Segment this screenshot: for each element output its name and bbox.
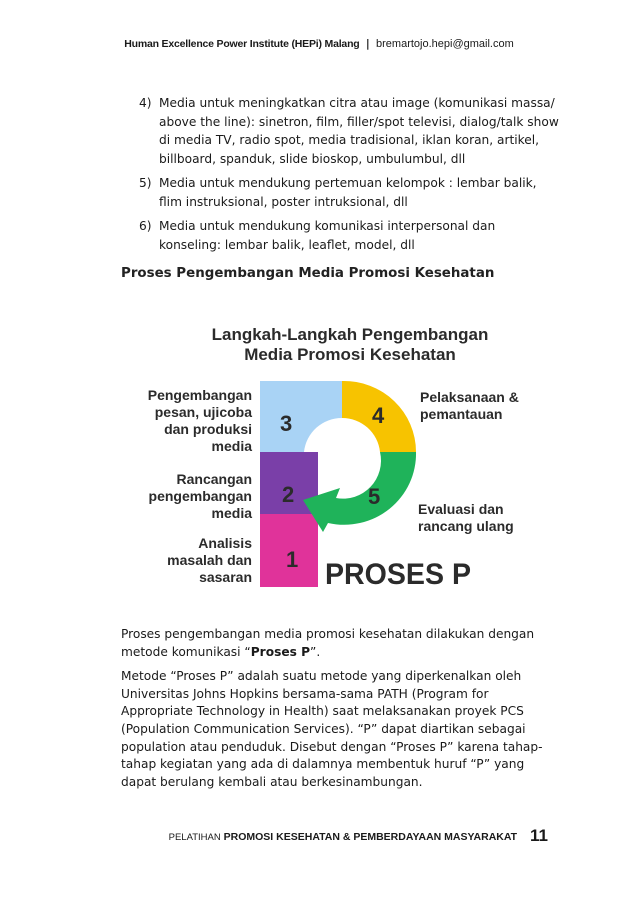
- step-4-label-line: Pelaksanaan &: [420, 389, 519, 405]
- footer-title: PROMOSI KESEHATAN & PEMBERDAYAAN MASYARAKAT: [223, 831, 518, 843]
- step-5-number: 5: [368, 484, 381, 509]
- paragraph-intro-text: Proses pengembangan media promosi kesehatan dilakukan dengan metode komunikasi “: [121, 627, 535, 659]
- page-header: [0, 38, 638, 50]
- list-item-number: 5): [139, 176, 152, 190]
- list-item-text: Media untuk mendukung komunikasi interpersonal dan konseling: lembar balik, leaflet, model, dll: [159, 219, 496, 252]
- paragraph-intro: [121, 626, 551, 661]
- proses-p-svg: [140, 318, 520, 598]
- header-org: Human Excellence Power Institute (HEPi) Malang: [124, 38, 360, 50]
- step-5-label-line: rancang ulang: [418, 518, 514, 534]
- step-3-label-line: pesan, ujicoba: [154, 404, 252, 420]
- step-2-label-line: Rancangan: [176, 471, 252, 487]
- header-email: bremartojo.hepi@gmail.com: [376, 38, 514, 50]
- step-5-label-line: Evaluasi dan: [418, 501, 504, 517]
- step-1-number: 1: [286, 547, 299, 572]
- step-4-number: 4: [372, 403, 385, 428]
- step-5-segment: [303, 452, 416, 532]
- proses-p-diagram: [140, 318, 520, 598]
- step-3-label-line: dan produksi: [164, 421, 252, 437]
- body-paragraphs: [121, 626, 551, 798]
- step-3-label-line: Pengembangan: [147, 387, 252, 403]
- header-separator: |: [365, 38, 370, 50]
- step-2-number: 2: [282, 482, 295, 507]
- step-1-label-line: sasaran: [199, 569, 252, 585]
- step-2-label-line: pengembangan: [148, 488, 252, 504]
- paragraph-intro-end: ”.: [310, 644, 321, 659]
- proses-p-label: PROSES P: [325, 558, 471, 591]
- step-2-label-line: media: [211, 505, 252, 521]
- paragraph-intro-bold: Proses P: [250, 644, 311, 659]
- list-item-text: Media untuk mendukung pertemuan kelompok : lembar balik, flim instruksional, poster intruksional, dll: [159, 176, 537, 209]
- section-title: Proses Pengembangan Media Promosi Kesehatan: [121, 266, 495, 281]
- list-item-number: 4): [139, 96, 152, 110]
- list-item-number: 6): [139, 219, 152, 233]
- step-3-number: 3: [280, 411, 293, 436]
- list-item: [139, 94, 559, 168]
- step-3-label-line: media: [211, 438, 252, 454]
- step-1-label-line: masalah dan: [167, 552, 252, 568]
- list-item-text: Media untuk meningkatkan citra atau image (komunikasi massa/ above the line): sinetron, film, filler/spot televisi, dialog/talk show di media TV, radio spot, media tradisional, iklan koran, artikel, billboard, spanduk, slide bioskop, umbulumbul, dll: [159, 96, 559, 166]
- step-4-label-line: pemantauan: [420, 406, 503, 422]
- step-3-segment: [260, 381, 342, 452]
- list-item: [139, 174, 559, 211]
- page-number: 11: [530, 826, 548, 845]
- diagram-title-line1: Langkah-Langkah Pengembangan: [211, 325, 489, 344]
- footer-prefix: PELATIHAN: [168, 832, 221, 843]
- media-list: [139, 94, 559, 260]
- list-item: [139, 217, 559, 254]
- step-1-label-line: Analisis: [198, 535, 252, 551]
- diagram-title-line2: Media Promosi Kesehatan: [244, 345, 456, 364]
- paragraph-method: Metode “Proses P” adalah suatu metode yang diperkenalkan oleh Universitas Johns Hopkins bersama-sama PATH (Program for Appropriate Technology in Health) saat melaksanakan proyek PCS (Population Communication Services). “P” dapat diartikan sebagai population atau penduduk. Disebut dengan “Proses P” karena tahap-tahap kegiatan yang ada di dalamnya membentuk huruf “P” yang dapat berulang kembali atau berkesinambungan.: [121, 669, 543, 789]
- page-footer: [169, 826, 548, 846]
